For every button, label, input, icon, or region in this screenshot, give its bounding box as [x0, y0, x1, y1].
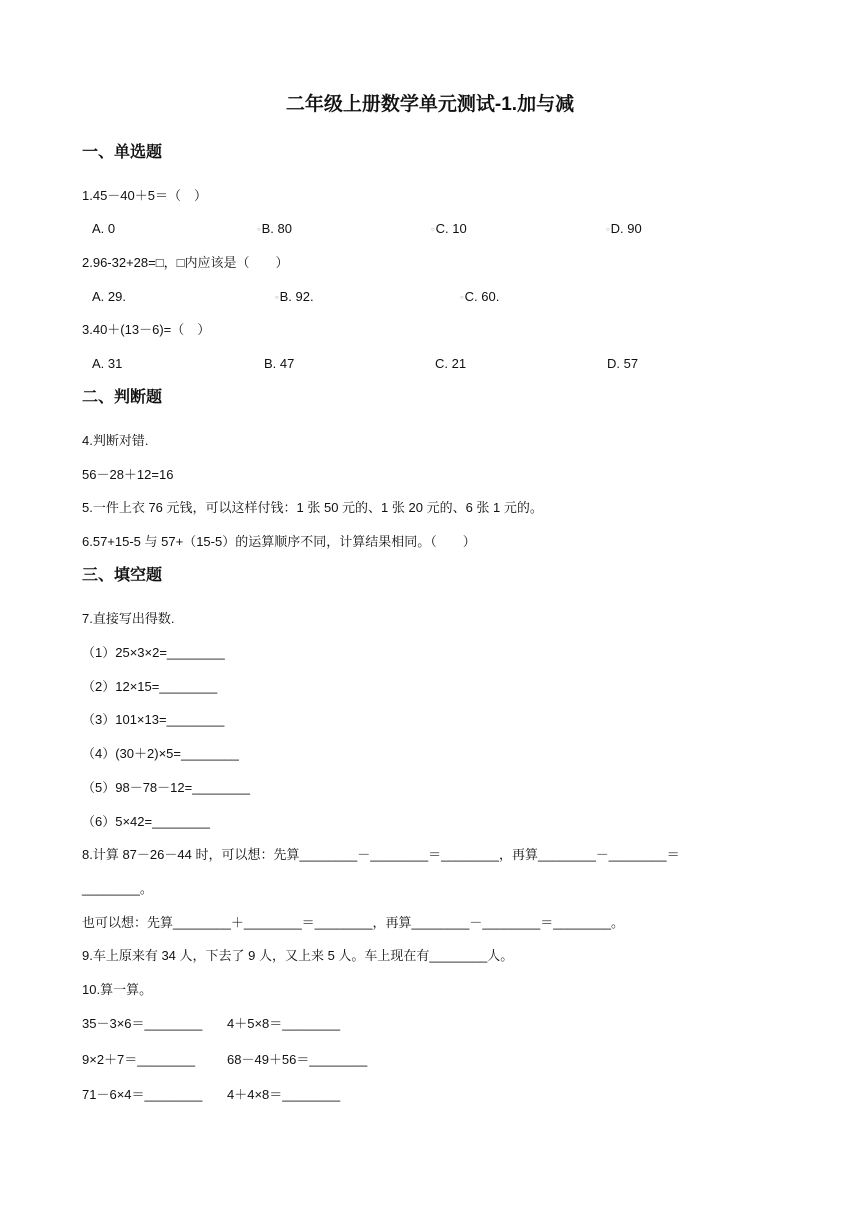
question-7-item-1: （1）25×3×2=________: [82, 645, 225, 660]
question-10-row-1-right: 4＋5×8＝________: [227, 1016, 341, 1031]
question-1-option-a: A. 0: [92, 221, 116, 236]
question-1-option-c: ○C. 10: [431, 221, 467, 236]
option-marker-icon: ○: [275, 294, 279, 301]
section-heading-single-choice: 一、单选题: [82, 144, 163, 161]
question-10-row-3-right: 4＋4×8＝________: [227, 1087, 341, 1102]
question-10-row-3-left: 71－6×4＝________: [82, 1087, 203, 1102]
option-marker-icon: ○: [606, 226, 610, 233]
question-10-stem: 10.算一算。: [82, 982, 153, 997]
question-2-option-b: ○B. 92.: [275, 289, 314, 304]
question-1-stem: 1.45－40＋5＝（ ）: [82, 188, 207, 203]
question-3-stem: 3.40＋(13－6)=（ ）: [82, 322, 211, 337]
section-heading-true-false: 二、判断题: [82, 389, 163, 406]
option-marker-icon: ○: [431, 226, 435, 233]
question-10-row-2-right: 68－49＋56＝________: [227, 1052, 368, 1067]
question-6: 6.57+15-5 与 57+（15-5）的运算顺序不同，计算结果相同。（ ）: [82, 534, 476, 549]
option-marker-icon: ○: [257, 226, 261, 233]
question-7-item-3: （3）101×13=________: [82, 712, 225, 727]
question-7-stem: 7.直接写出得数.: [82, 611, 175, 626]
question-3-option-c: C. 21: [435, 356, 467, 371]
question-2-option-a: A. 29.: [92, 289, 126, 304]
question-3-option-a: A. 31: [92, 356, 123, 371]
question-3-option-d: D. 57: [607, 356, 639, 371]
question-8-line-2: ________。: [82, 881, 153, 896]
question-7-item-2: （2）12×15=________: [82, 679, 218, 694]
question-4-stem: 4.判断对错.: [82, 433, 149, 448]
question-7-item-6: （6）5×42=________: [82, 814, 210, 829]
document-title: 二年级上册数学单元测试-1.加与减: [285, 94, 575, 115]
question-10-row-1-left: 35－3×6＝________: [82, 1016, 203, 1031]
question-7-item-4: （4）(30＋2)×5=________: [82, 746, 239, 761]
option-marker-icon: ○: [460, 294, 464, 301]
question-8-line-1: 8.计算 87－26－44 时，可以想：先算________－________＝________，再算________－________＝: [82, 847, 680, 862]
question-2-stem: 2.96-32+28=□，□内应该是（ ）: [82, 255, 289, 270]
question-4-expression: 56－28＋12=16: [82, 467, 174, 482]
question-1-option-b: ○B. 80: [257, 221, 292, 236]
question-7-item-5: （5）98－78－12=________: [82, 780, 251, 795]
question-8-line-3: 也可以想：先算________＋________＝________，再算________－________＝________。: [82, 915, 625, 930]
question-9: 9.车上原来有 34 人，下去了 9 人，又上来 5 人。车上现在有________人。: [82, 948, 514, 963]
question-3-option-b: B. 47: [264, 356, 295, 371]
question-5: 5.一件上衣 76 元钱，可以这样付钱：1 张 50 元的、1 张 20 元的、6 张 1 元的。: [82, 500, 543, 515]
question-2-option-c: ○C. 60.: [460, 289, 500, 304]
section-heading-fill-in: 三、填空题: [82, 567, 163, 584]
question-1-option-d: ○D. 90: [606, 221, 642, 236]
question-10-row-2-left: 9×2＋7＝________: [82, 1052, 196, 1067]
